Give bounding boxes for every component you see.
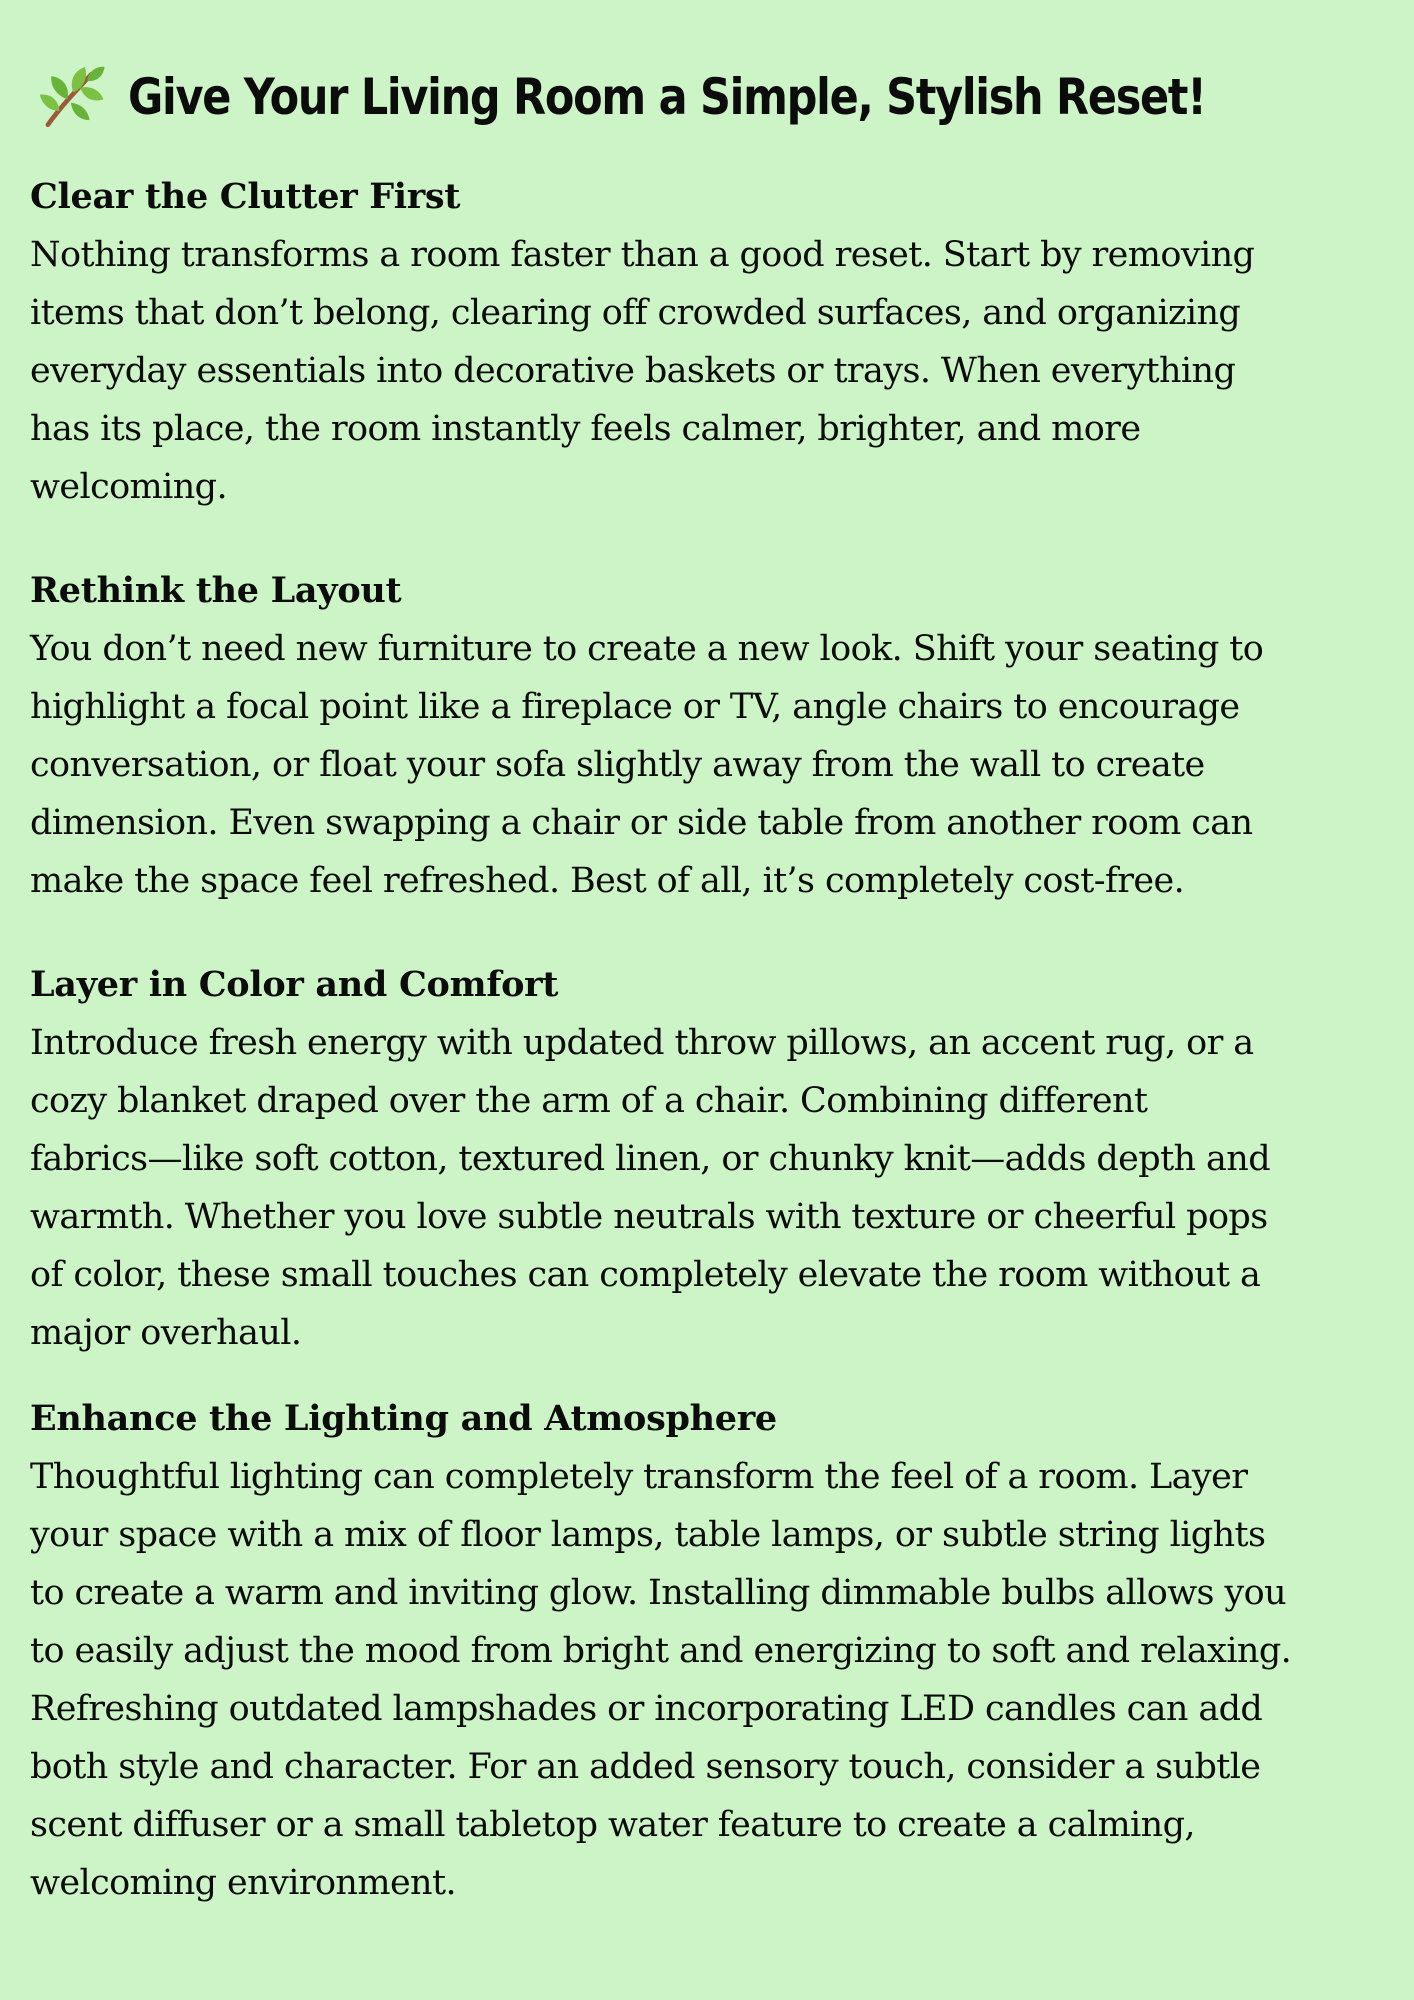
leafy-branch-icon — [34, 60, 108, 134]
section-color-comfort — [30, 956, 1384, 1362]
section-heading: Enhance the Lighting and Atmosphere — [30, 1398, 777, 1439]
title-row — [30, 56, 1384, 138]
section-body: You don’t need new furniture to create a new look. Shift your seating to highlight a focal point like a fireplace or TV, angle chairs to encourage conversation, or float your sofa slightly away from the wall to create dimension. Even swapping a chair or side table from another room can make the space feel refreshed. Best of all, it’s completely cost-free. — [30, 629, 1264, 901]
section-body: Thoughtful lighting can completely transform the feel of a room. Layer your space with a mix of floor lamps, table lamps, or subtle string lights to create a warm and inviting glow. Installing dimmable bulbs allows you to easily adjust the mood from bright and energizing to soft and relaxing. Refreshing outdated lampshades or incorporating LED candles can add both style and character. For an added sensory touch, consider a subtle scent diffuser or a small tabletop water feature to create a calming, welcoming environment. — [30, 1457, 1292, 1903]
section-body: Nothing transforms a room faster than a good reset. Start by removing items that don’t belong, clearing off crowded surfaces, and organizing everyday essentials into decorative baskets or trays. When everything has its place, the room instantly feels calmer, brighter, and more welcoming. — [30, 235, 1255, 507]
section-body: Introduce fresh energy with updated throw pillows, an accent rug, or a cozy blanket draped over the arm of a chair. Combining different fabrics—like soft cotton, textured linen, or chunky knit—adds depth and warmth. Whether you love subtle neutrals with texture or cheerful pops of color, these small touches can completely elevate the room without a major overhaul. — [30, 1023, 1271, 1353]
section-heading: Layer in Color and Comfort — [30, 964, 559, 1005]
section-heading: Rethink the Layout — [30, 570, 402, 611]
page-title: Give Your Living Room a Simple, Stylish Reset! — [127, 68, 1206, 126]
section-clear-clutter — [30, 168, 1384, 516]
section-heading: Clear the Clutter First — [30, 176, 461, 217]
section-lighting-atmosphere — [30, 1390, 1384, 1912]
section-rethink-layout — [30, 562, 1384, 910]
